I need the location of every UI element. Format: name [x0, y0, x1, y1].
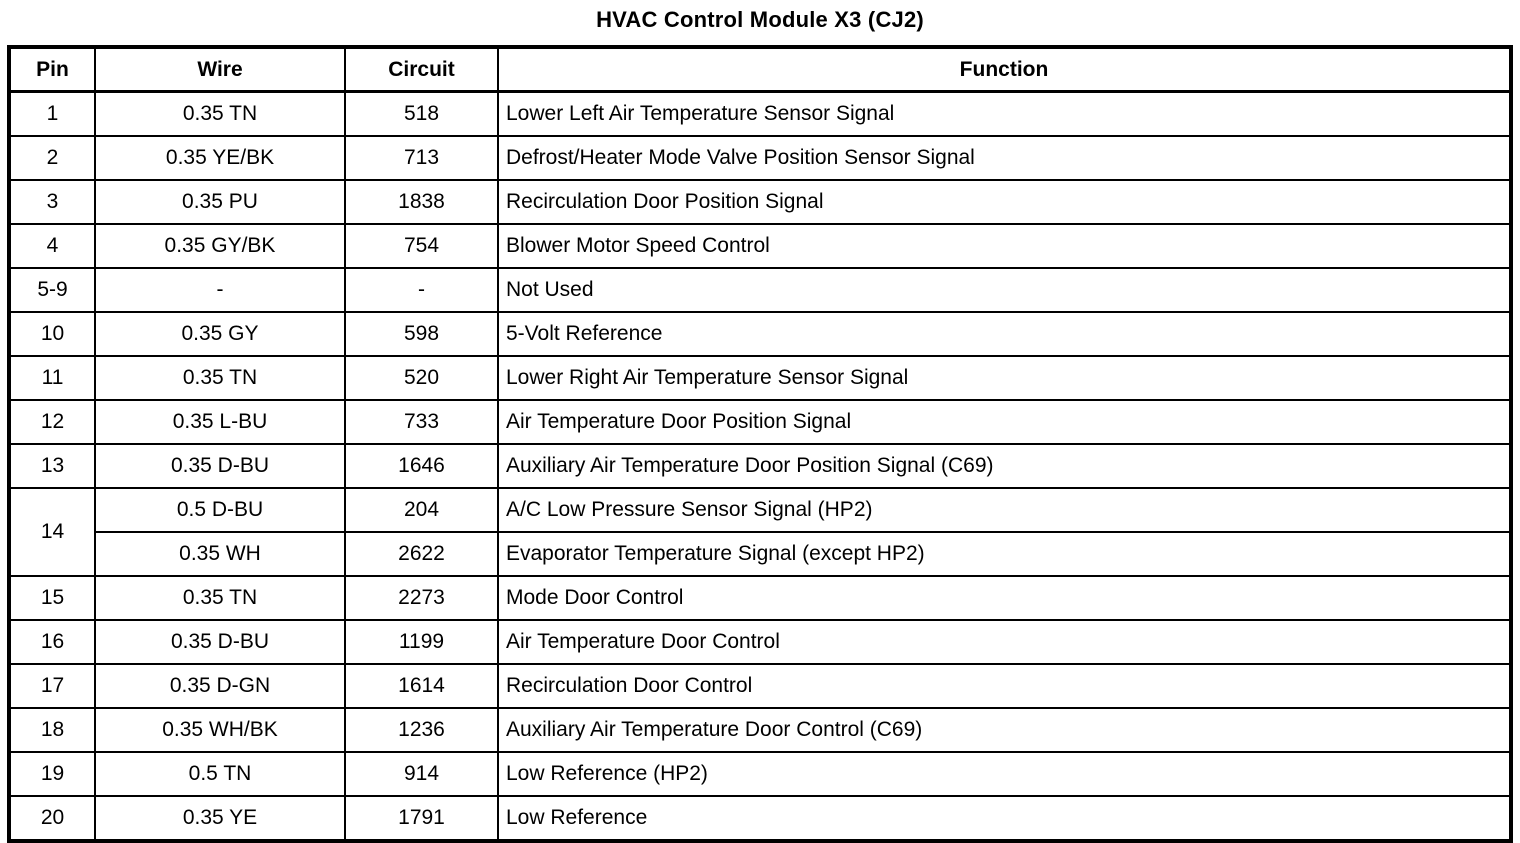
pin-cell: 4	[9, 224, 95, 268]
circuit-cell: 2273	[345, 576, 498, 620]
wire-cell: 0.35 D-BU	[95, 620, 345, 664]
table-row	[9, 92, 1511, 137]
function-cell: Low Reference	[498, 796, 1511, 841]
header-pin: Pin	[9, 47, 95, 92]
wire-cell: 0.35 PU	[95, 180, 345, 224]
function-cell: 5-Volt Reference	[498, 312, 1511, 356]
circuit-cell: 518	[345, 92, 498, 137]
function-cell: Lower Right Air Temperature Sensor Signal	[498, 356, 1511, 400]
header-function: Function	[498, 47, 1511, 92]
header-row	[9, 47, 1511, 92]
header-wire: Wire	[95, 47, 345, 92]
circuit-cell: 733	[345, 400, 498, 444]
table-row	[9, 664, 1511, 708]
table-header	[9, 47, 1511, 92]
pin-cell: 14	[9, 488, 95, 576]
function-cell: Not Used	[498, 268, 1511, 312]
table-row	[9, 224, 1511, 268]
pin-cell: 18	[9, 708, 95, 752]
function-cell: Recirculation Door Position Signal	[498, 180, 1511, 224]
pin-cell: 2	[9, 136, 95, 180]
wire-cell: 0.35 L-BU	[95, 400, 345, 444]
circuit-cell: 520	[345, 356, 498, 400]
table-row	[9, 752, 1511, 796]
circuit-cell: 1614	[345, 664, 498, 708]
wire-cell: 0.35 WH/BK	[95, 708, 345, 752]
wire-cell: 0.35 D-GN	[95, 664, 345, 708]
wire-cell: 0.35 YE/BK	[95, 136, 345, 180]
pin-cell: 3	[9, 180, 95, 224]
pin-cell: 20	[9, 796, 95, 841]
wire-cell: 0.35 TN	[95, 576, 345, 620]
wire-cell: 0.5 D-BU	[95, 488, 345, 532]
wire-cell: 0.35 TN	[95, 92, 345, 137]
circuit-cell: 204	[345, 488, 498, 532]
circuit-cell: 713	[345, 136, 498, 180]
function-cell: A/C Low Pressure Sensor Signal (HP2)	[498, 488, 1511, 532]
wire-cell: 0.35 GY	[95, 312, 345, 356]
pin-cell: 12	[9, 400, 95, 444]
pin-cell: 17	[9, 664, 95, 708]
table-row	[9, 444, 1511, 488]
circuit-cell: 1646	[345, 444, 498, 488]
circuit-cell: 914	[345, 752, 498, 796]
circuit-cell: 1791	[345, 796, 498, 841]
circuit-cell: 598	[345, 312, 498, 356]
pin-cell: 11	[9, 356, 95, 400]
wire-cell: 0.35 GY/BK	[95, 224, 345, 268]
circuit-cell: 1236	[345, 708, 498, 752]
wire-cell: 0.35 WH	[95, 532, 345, 576]
table-row	[9, 708, 1511, 752]
pin-cell: 5-9	[9, 268, 95, 312]
page-title: HVAC Control Module X3 (CJ2)	[596, 7, 924, 32]
function-cell: Mode Door Control	[498, 576, 1511, 620]
circuit-cell: 2622	[345, 532, 498, 576]
table-row	[9, 136, 1511, 180]
circuit-cell: -	[345, 268, 498, 312]
table-row	[9, 576, 1511, 620]
pinout-table	[7, 45, 1513, 843]
pin-cell: 13	[9, 444, 95, 488]
function-cell: Defrost/Heater Mode Valve Position Sensor Signal	[498, 136, 1511, 180]
pin-cell: 10	[9, 312, 95, 356]
function-cell: Recirculation Door Control	[498, 664, 1511, 708]
circuit-cell: 754	[345, 224, 498, 268]
table-row	[9, 356, 1511, 400]
circuit-cell: 1838	[345, 180, 498, 224]
function-cell: Low Reference (HP2)	[498, 752, 1511, 796]
pin-cell: 1	[9, 92, 95, 137]
wire-cell: 0.35 D-BU	[95, 444, 345, 488]
wire-cell: 0.35 YE	[95, 796, 345, 841]
table-row	[9, 312, 1511, 356]
pin-cell: 19	[9, 752, 95, 796]
wire-cell: 0.5 TN	[95, 752, 345, 796]
pin-cell: 15	[9, 576, 95, 620]
function-cell: Evaporator Temperature Signal (except HP2)	[498, 532, 1511, 576]
function-cell: Auxiliary Air Temperature Door Control (C69)	[498, 708, 1511, 752]
function-cell: Air Temperature Door Control	[498, 620, 1511, 664]
table-row	[9, 400, 1511, 444]
function-cell: Blower Motor Speed Control	[498, 224, 1511, 268]
circuit-cell: 1199	[345, 620, 498, 664]
pin-cell: 16	[9, 620, 95, 664]
table-row	[9, 532, 1511, 576]
table-row	[9, 620, 1511, 664]
function-cell: Air Temperature Door Position Signal	[498, 400, 1511, 444]
table-row	[9, 796, 1511, 841]
wire-cell: 0.35 TN	[95, 356, 345, 400]
table-body	[9, 92, 1511, 842]
table-row	[9, 180, 1511, 224]
function-cell: Lower Left Air Temperature Sensor Signal	[498, 92, 1511, 137]
table-row	[9, 488, 1511, 532]
header-circuit: Circuit	[345, 47, 498, 92]
wire-cell: -	[95, 268, 345, 312]
function-cell: Auxiliary Air Temperature Door Position Signal (C69)	[498, 444, 1511, 488]
table-row	[9, 268, 1511, 312]
